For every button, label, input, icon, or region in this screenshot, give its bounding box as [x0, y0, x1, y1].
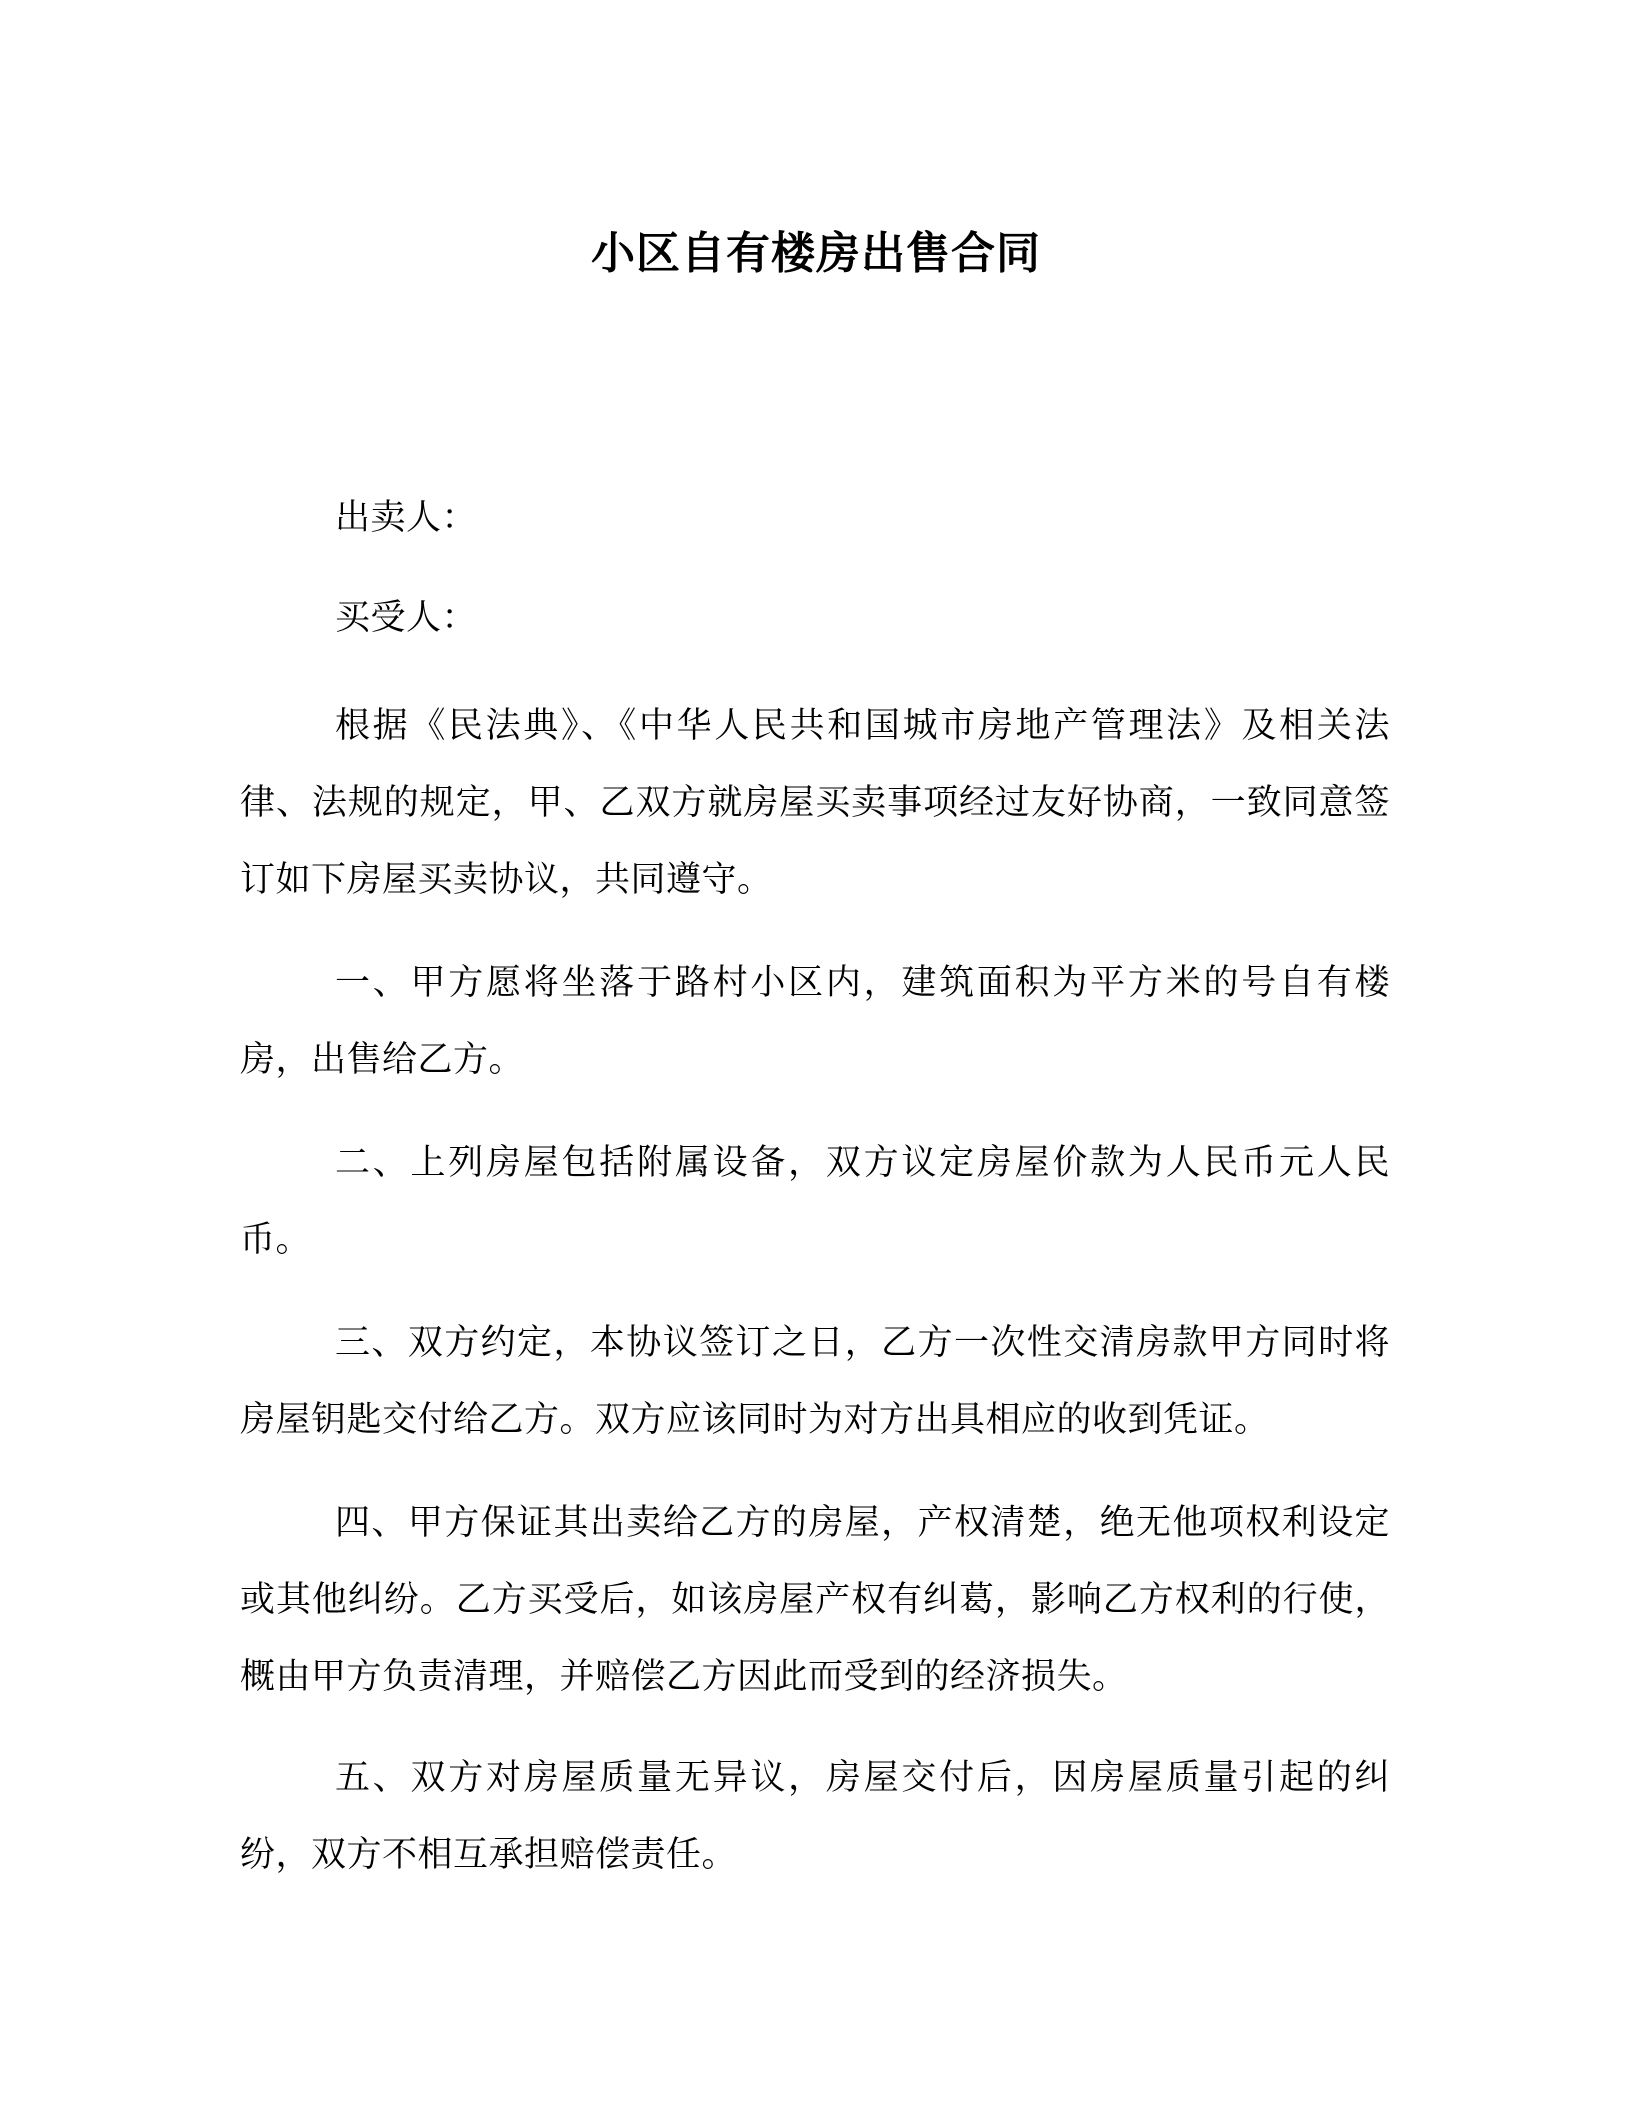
party-block: [240, 580, 1390, 657]
party-block: [240, 480, 1390, 557]
clause-3: 三、双方约定，本协议签订之日，乙方一次性交清房款甲方同时将房屋钥匙交付给乙方。双方应该同时为对方出具相应的收到凭证。: [240, 1323, 1390, 1440]
clause-1: 一、甲方愿将坐落于路村小区内，建筑面积为平方米的号自有楼房，出售给乙方。: [240, 963, 1390, 1080]
clause-4: 四、甲方保证其出卖给乙方的房屋，产权清楚，绝无他项权利设定或其他纠纷。乙方买受后，如该房屋产权有纠葛，影响乙方权利的行使，概由甲方负责清理，并赔偿乙方因此而受到的经济损失。: [240, 1503, 1390, 1697]
clause-block: [240, 1740, 1390, 1894]
clause-block: [240, 1125, 1390, 1279]
document-title: 小区自有楼房出售合同: [591, 228, 1041, 279]
clause-block: [240, 945, 1390, 1099]
seller-label: 出卖人：: [335, 498, 478, 538]
preamble-block: [240, 688, 1390, 919]
clause-block: [240, 1485, 1390, 1716]
clause-5: 五、双方对房屋质量无异议，房屋交付后，因房屋质量引起的纠纷，双方不相互承担赔偿责任。: [240, 1758, 1390, 1875]
buyer-label: 买受人：: [335, 598, 478, 638]
clause-block: [240, 1305, 1390, 1459]
preamble-paragraph: 根据《民法典》、《中华人民共和国城市房地产管理法》及相关法律、法规的规定，甲、乙双方就房屋买卖事项经过友好协商，一致同意签订如下房屋买卖协议，共同遵守。: [240, 706, 1390, 900]
clause-2: 二、上列房屋包括附属设备，双方议定房屋价款为人民币元人民币。: [240, 1143, 1390, 1260]
